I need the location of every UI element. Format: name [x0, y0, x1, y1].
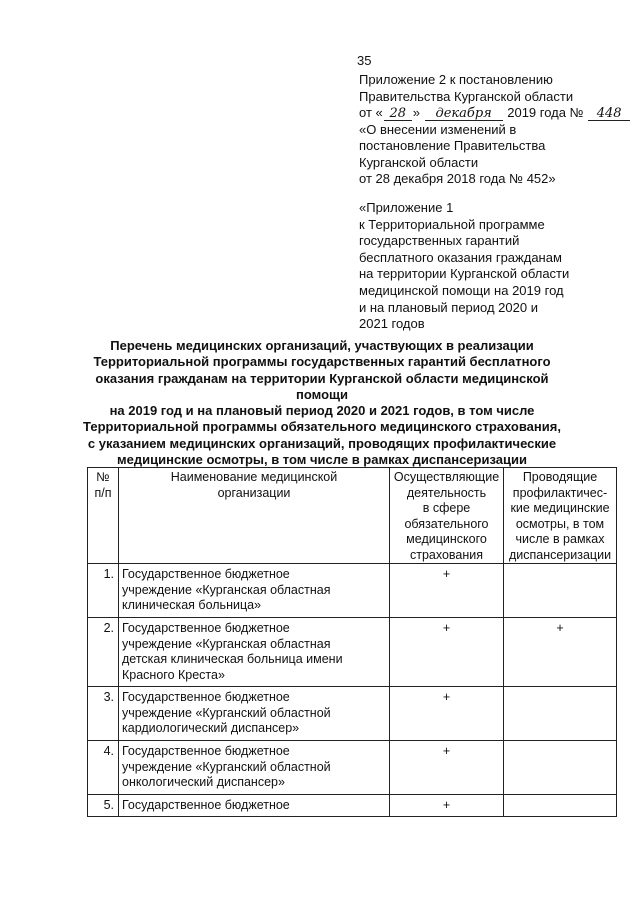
title-line: оказания гражданам на территории Курганской области медицинской помощи	[95, 370, 549, 402]
appendix-line: от 28 декабря 2018 года № 452»	[359, 171, 556, 186]
header-text: профилактичес-	[512, 485, 608, 500]
header-text: Наименование медицинской	[170, 470, 338, 484]
header-text: №	[96, 470, 110, 484]
appendix-1-line: медицинской помощи на 2019 год	[359, 282, 564, 298]
row-name	[119, 795, 390, 817]
name-line: Государственное бюджетное	[122, 744, 290, 758]
row-prof-mark: +	[504, 618, 617, 687]
handwritten-day: 28	[384, 107, 412, 121]
appendix-1-line: к Территориальной программе	[359, 216, 545, 232]
appendix-1-line: и на плановый период 2020 и	[359, 299, 538, 315]
name-line: учреждение «Курганская областная	[122, 582, 331, 597]
name-line: детская клиническая больница имени	[122, 652, 343, 666]
page-number: 35	[357, 53, 372, 68]
table-header-row	[88, 468, 617, 564]
header-text: деятельность	[406, 485, 487, 500]
title-line: медицинские осмотры, в том числе в рамках диспансеризации	[117, 452, 527, 468]
header-text: п/п	[94, 485, 112, 500]
row-num: 5.	[88, 795, 119, 817]
row-num: 3.	[88, 687, 119, 741]
name-line: клиническая больница»	[122, 598, 262, 612]
row-oms-mark: +	[390, 795, 504, 817]
table-row	[88, 795, 617, 817]
appendix-1-line: бесплатного оказания гражданам	[359, 249, 562, 265]
row-name	[119, 687, 390, 741]
title-line: Перечень медицинских организаций, участвующих в реализации	[110, 338, 534, 353]
name-line: Красного Креста»	[122, 667, 225, 682]
header-prof	[504, 468, 617, 564]
title-line: на 2019 год и на плановый период 2020 и 2021 годов, в том числе	[109, 403, 535, 419]
organizations-table	[87, 467, 617, 817]
name-line: учреждение «Курганский областной	[122, 705, 331, 720]
handwritten-month: декабря	[425, 107, 503, 121]
header-name	[119, 468, 390, 564]
row-oms-mark: +	[390, 564, 504, 618]
row-num: 2.	[88, 618, 119, 687]
name-line: учреждение «Курганская областная	[122, 636, 331, 651]
row-num: 4.	[88, 741, 119, 795]
row-prof-mark	[504, 741, 617, 795]
name-line: онкологический диспансер»	[122, 775, 285, 789]
row-name	[119, 564, 390, 618]
header-text: обязательного	[404, 516, 489, 531]
header-oms	[390, 468, 504, 564]
table-row	[88, 687, 617, 741]
year-text: 2019 года №	[507, 105, 584, 120]
row-oms-mark: +	[390, 741, 504, 795]
appendix-line: постановление Правительства	[359, 138, 546, 153]
appendix-header	[359, 72, 629, 188]
header-text: диспансеризации	[508, 547, 612, 562]
appendix-1-line: «Приложение 1	[359, 200, 454, 215]
handwritten-number: 448	[588, 107, 630, 121]
appendix-1-line: на территории Курганской области	[359, 266, 570, 282]
table-row	[88, 618, 617, 687]
header-text: числе в рамках	[515, 532, 605, 546]
appendix-line: Приложение 2 к постановлению	[359, 72, 553, 87]
appendix-1-line: 2021 годов	[359, 316, 425, 332]
header-text: организации	[217, 485, 291, 500]
appendix-line: Курганской области	[359, 154, 479, 170]
name-line: кардиологический диспансер»	[122, 721, 300, 735]
name-line: Государственное бюджетное	[122, 690, 290, 704]
appendix-1-line: государственных гарантий	[359, 233, 520, 249]
header-text: медицинского	[406, 532, 487, 546]
header-text: осмотры, в том	[515, 516, 605, 531]
header-text: страхования	[409, 547, 484, 562]
row-num: 1.	[88, 564, 119, 618]
appendix-date-line	[359, 105, 629, 122]
title-line: с указанием медицинских организаций, проводящих профилактические	[87, 435, 557, 451]
appendix-line: «О внесении изменений в	[359, 121, 517, 137]
name-line: Государственное бюджетное	[122, 798, 290, 812]
name-line: учреждение «Курганский областной	[122, 759, 331, 774]
title-line: Территориальной программы государственных гарантий бесплатного	[93, 354, 551, 370]
header-num	[88, 468, 119, 564]
document-title	[80, 338, 564, 468]
table-row	[88, 564, 617, 618]
table-row	[88, 741, 617, 795]
appendix-1-header	[359, 200, 629, 333]
row-oms-mark: +	[390, 618, 504, 687]
header-text: Осуществляющие	[393, 470, 500, 484]
header-text: кие медицинские	[510, 501, 610, 515]
row-name	[119, 741, 390, 795]
row-prof-mark	[504, 564, 617, 618]
quote-close: »	[412, 105, 420, 120]
row-oms-mark: +	[390, 687, 504, 741]
row-prof-mark	[504, 795, 617, 817]
row-name	[119, 618, 390, 687]
name-line: Государственное бюджетное	[122, 567, 290, 581]
header-text: в сфере	[422, 501, 471, 515]
from-prefix: от «	[359, 105, 383, 120]
name-line: Государственное бюджетное	[122, 621, 290, 635]
appendix-line: Правительства Курганской области	[359, 88, 574, 104]
row-prof-mark	[504, 687, 617, 741]
header-text: Проводящие	[522, 470, 598, 484]
title-line: Территориальной программы обязательного медицинского страхования,	[83, 419, 561, 435]
